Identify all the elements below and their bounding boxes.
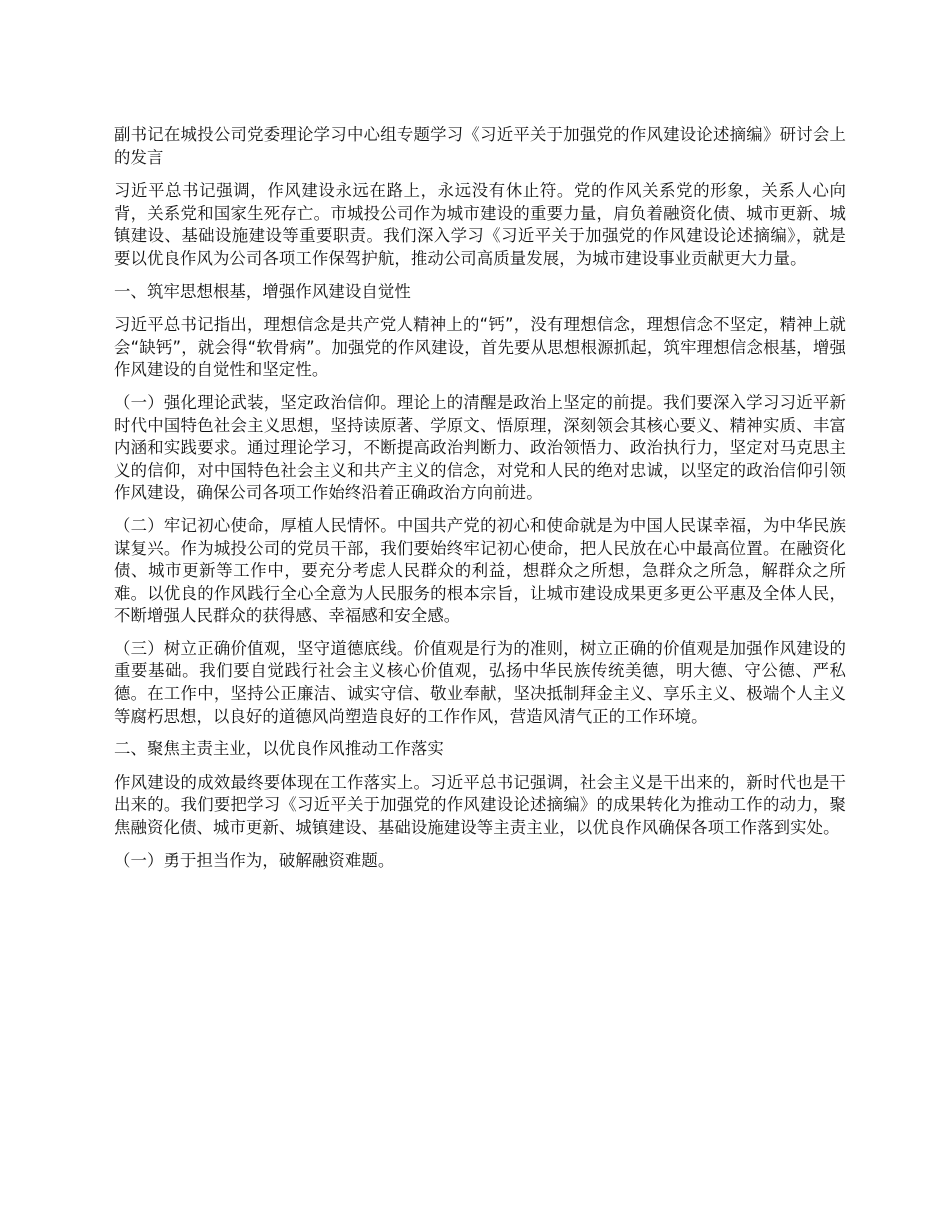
section-1-intro-paragraph: 习近平总书记指出，理想信念是共产党人精神上的“钙”，没有理想信念，理想信念不坚定，精神上就会“缺钙”，就会得“软骨病”。加强党的作风建设，首先要从思想根源抓起，筑牢理想信念根基，增强作风建设的自觉性和坚定性。 [114,315,846,380]
section-heading-1: 一、筑牢思想根基，增强作风建设自觉性 [114,281,411,301]
document-title: 副书记在城投公司党委理论学习中心组专题学习《习近平关于加强党的作风建设论述摘编》研讨会上的发言 [114,125,846,167]
section-1-point-3-paragraph: （三）树立正确价值观，坚守道德底线。价值观是行为的准则，树立正确的价值观是加强作风建设的重要基础。我们要自觉践行社会主义核心价值观，弘扬中华民族传统美德，明大德、守公德、严私德。在工作中，坚持公正廉洁、诚实守信、敬业奉献，坚决抵制拜金主义、享乐主义、极端个人主义等腐朽思想，以良好的道德风尚塑造良好的工作作风，营造风清气正的工作环境。 [114,638,846,726]
section-1-point-2-paragraph: （二）牢记初心使命，厚植人民情怀。中国共产党的初心和使命就是为中国人民谋幸福，为中华民族谋复兴。作为城投公司的党员干部，我们要始终牢记初心使命，把人民放在心中最高位置。在融资化债、城市更新等工作中，要充分考虑人民群众的利益，想群众之所想，急群众之所急，解群众之所难。以优良的作风践行全心全意为人民服务的根本宗旨，让城市建设成果更多更公平惠及全体人民，不断增强人民群众的获得感、幸福感和安全感。 [114,515,846,626]
intro-paragraph: 习近平总书记强调，作风建设永远在路上，永远没有休止符。党的作风关系党的形象，关系人心向背，关系党和国家生死存亡。市城投公司作为城市建设的重要力量，肩负着融资化债、城市更新、城镇建设、基础设施建设等重要职责。我们深入学习《习近平关于加强党的作风建设论述摘编》，就是要以优良作风为公司各项工作保驾护航，推动公司高质量发展，为城市建设事业贡献更大力量。 [114,181,846,268]
section-2-intro-paragraph: 作风建设的成效最终要体现在工作落实上。习近平总书记强调，社会主义是干出来的，新时代也是干出来的。我们要把学习《习近平关于加强党的作风建设论述摘编》的成果转化为推动工作的动力，聚焦融资化债、城市更新、城镇建设、基础设施建设等主责主业，以优良作风确保各项工作落到实处。 [114,772,846,838]
document-page [114,124,846,882]
section-2-point-1-heading: （一）勇于担当作为，破解融资难题。 [114,850,395,870]
section-1-point-1-paragraph: （一）强化理论武装，坚定政治信仰。理论上的清醒是政治上坚定的前提。我们要深入学习习近平新时代中国特色社会主义思想，坚持读原著、学原文、悟原理，深刻领会其核心要义、精神实质、丰富内涵和实践要求。通过理论学习，不断提高政治判断力、政治领悟力、政治执行力，坚定对马克思主义的信仰，对中国特色社会主义和共产主义的信念，对党和人民的绝对忠诚，以坚定的政治信仰引领作风建设，确保公司各项工作始终沿着正确政治方向前进。 [114,392,846,503]
section-heading-2: 二、聚焦主责主业，以优良作风推动工作落实 [114,739,444,759]
